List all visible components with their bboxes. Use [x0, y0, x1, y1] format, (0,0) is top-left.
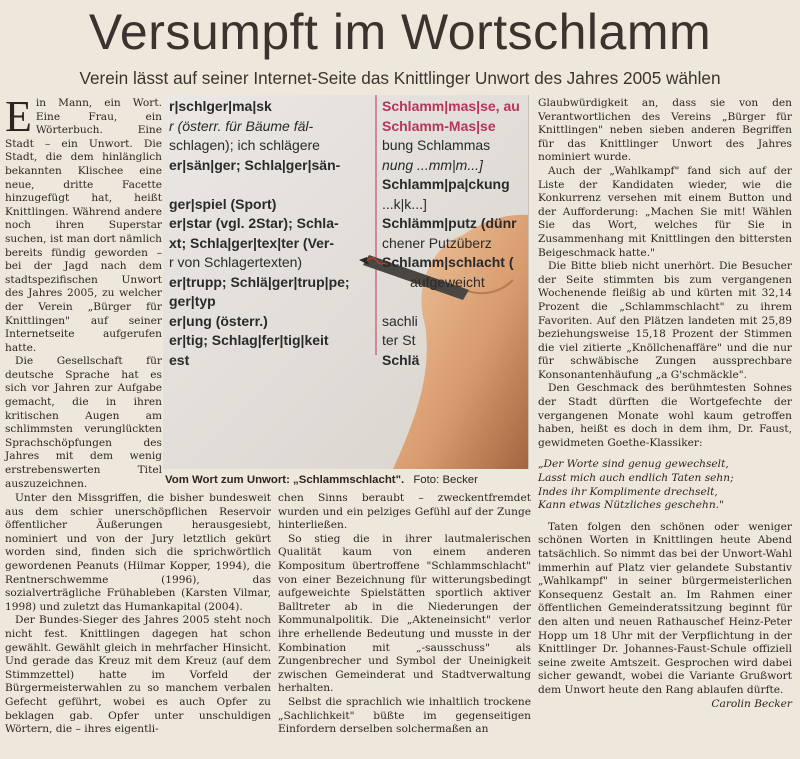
paragraph: Die Bitte blieb nicht unerhört. Die Besucher der Seite stimmten bis zum vergangenen Wochenende fleißig ab und kürten mit 32,14 Prozent die „Schlammschlacht" zu ihrem Favoriten. Auf den Plätzen landeten mit 25,89 beziehungsweise 15,18 Prozent der Stimmen die viel zitierte „Knöllchenaffäre" und die nur für schwäbische Zungen aussprechbare Konsonantenhäufung „a G'schmäckle". — [538, 260, 792, 381]
dict-right-line: Schlamm|mas|se, au — [382, 98, 520, 114]
quote-line: „Der Worte sind genug gewechselt, — [538, 458, 729, 471]
dict-left-line: ger|spiel (Sport) — [169, 195, 277, 212]
paragraph: Selbst die sprachlich wie inhaltlich trockene „Sachlichkeit" büßte im gegenseitigen Einfordern derselben solchermaßen an — [278, 695, 531, 736]
dict-left-line: er|sän|ger; Schla|ger|sän- — [169, 156, 341, 173]
subheadline: Verein lässt auf seiner Internet-Seite das Knittlinger Unwort des Jahres 2005 wählen — [79, 68, 721, 88]
quote-line: Lasst mich auch endlich Taten sehn; — [538, 472, 734, 485]
dictionary-left-column — [169, 97, 369, 370]
caption-text: Vom Wort zum Unwort: „Schlammschlacht". — [165, 474, 405, 486]
dict-right-line: ter St — [382, 332, 416, 348]
dict-left-line: r von Schlagertexten) — [169, 254, 303, 270]
author-signature: Carolin Becker — [711, 697, 792, 710]
dict-right-line: chener Putzüberz — [382, 234, 492, 251]
dropcap: E — [5, 92, 32, 141]
dict-right-line: Schlamm|schlacht ( — [382, 254, 514, 270]
dict-left-line: er|ung (österr.) — [169, 312, 268, 329]
dict-right-line: nung ...mm|m...] — [382, 156, 483, 173]
dict-right-line: sachli — [382, 312, 418, 329]
dict-left-line: ger|typ — [169, 293, 216, 309]
dict-right-line: Schlamm-Mas|se — [382, 117, 496, 134]
paragraph: Glaubwürdigkeit an, dass sie von den Verantwortlichen des Vereins „Bürger für Knittlingen" neben sieben anderen Begriffen für das Knittlinger Unwort des Jahres nominiert wurde. — [538, 97, 792, 164]
dict-left-line: er|star (vgl. 2Star); Schla- — [169, 215, 339, 231]
column-1-lower — [5, 492, 271, 737]
paragraph: So stieg die in ihrer lautmalerischen Qualität kaum von einem anderen Kompositum übertroffene "Schlammschlacht" von einer Bezeichnung für witterungsbedingt aufgeweichte Spielstätten sportlich aktiver Balltreter ab in die Niederungen der Kommunalpolitik. Die „Akteneinsicht" verlor ihre erhellende Bedeutung und musste in der Kombination mit „-sausschuss" als Zungenbrecher und Symbol der Uneinigkeit zwischen Gemeinderat und Stadtverwaltung herhalten. — [278, 532, 531, 695]
column-2 — [278, 492, 531, 737]
dict-left-line: xt; Schla|ger|tex|ter (Ver- — [169, 234, 335, 251]
column-1 — [5, 92, 162, 491]
dict-left-line: schlagen); ich schlägere — [169, 137, 320, 153]
dict-right-line: Schlämm|putz (dünr — [382, 215, 517, 231]
paragraph: Der Bundes-Sieger des Jahres 2005 steht noch nicht fest. Knittlingen dagegen hat schon gewählt. Gewählt gleich in mehrfacher Hinsicht. Und gerade das Kreuz mit dem Kreuz (auf dem Stimmzettel) hatte im Vorfeld der Bürgermeisterwahlen zu so manchem verbalen Gefecht geführt, wobei es auch Opfer zu beklagen gab. Opfer unter unschuldigen Wörtern, die – ihres eigentli- — [5, 614, 271, 736]
dictionary-right-column — [382, 97, 529, 370]
dict-left-line: er|tig; Schlag|fer|tig|keit — [169, 332, 329, 348]
dict-right-line: Schlä — [382, 351, 420, 368]
column-3 — [538, 97, 792, 711]
headline: Versumpft im Wortschlamm — [88, 4, 712, 60]
photo-caption — [165, 473, 530, 487]
goethe-quote — [538, 458, 792, 512]
dict-right-line: bung Schlammas — [382, 137, 491, 153]
dict-left-line — [169, 175, 369, 195]
quote-line: Kann etwas Nützliches geschehn." — [538, 499, 724, 512]
paragraph: Auch der „Wahlkampf" fand sich auf der Liste der Kandidaten wieder, wie die Konkurrenz versehen mit einem Button und der Aufforderung: „Machen Sie mit! Wählen Sie das Wort, welches für Sie in Zusammenhang mit Knittlingen den bittersten Beigeschmack hatte." — [538, 164, 792, 259]
photo-credit: Foto: Becker — [413, 474, 478, 486]
paragraph: Taten folgen den schönen oder weniger schönen Worten in Knittlingen heute Abend tatsächlich. So nimmt das bei der Unwort-Wahl immerhin auf Platz vier gelandete Substantiv „Wahlkampf" in seiner bürgermeisterlichen Konsequenz Gestalt an. Im Rahmen einer öffentlichen Gemeinderatssitzung beginnt für den alten und neuen Rathauschef Heinz-Peter Hopp um 18 Uhr mit der Verpflichtung in der Knittlinger Dr. Johannes-Faust-Schule offiziell seine zweite Amtszeit. Gesprochen wird dabei sicher gewandt, wobei die Variante Grußwort dem Unwort heute den Rang ablaufen dürfte. — [538, 520, 792, 696]
dict-left-line: r|schlger|ma|sk — [169, 98, 272, 114]
paragraph: Die Gesellschaft für deutsche Sprache hat es sich vor Jahren zur Aufgabe gemacht, die in ihren kritischen Augen am schlimmsten verunglückten Sprachschöpfungen des Jahres mit dem wenig erstrebenswerten Titel auszuzeichnen. — [5, 355, 162, 490]
quote-line: Indes ihr Komplimente drechselt, — [538, 485, 718, 498]
dictionary-photo — [163, 95, 529, 469]
dict-left-line: er|trupp; Schlä|ger|trup|pe; — [169, 273, 350, 290]
dict-right-line: ...k|k...] — [382, 195, 427, 212]
paragraph: chen Sinns beraubt – zweckentfremdet wurden und ein pelziges Gefühl auf der Zunge hinterließen. — [278, 492, 531, 532]
dict-left-line: est — [169, 351, 190, 368]
dict-right-line: aufgeweicht — [410, 273, 485, 290]
paragraph: Den Geschmack des berühmtesten Sohnes der Stadt dürften die Wortgefechte der vergangenen Monate wohl kaum getroffen haben, heißt es doch in dem ihm, Dr. Faust, gewidmeten Goethe-Klassiker: — [538, 382, 792, 449]
paragraph: in Mann, ein Wort. Eine Frau, ein Wörterbuch. Eine Stadt – ein Unwort. Die Stadt, die dem hinlänglich bekannten Klischee eine neue, dritte Facette hinzugefügt hat, heißt Knittlingen. Während andere noch ihren Superstar suchen, ist man dort nämlich bereits fündig geworden – bei der Jagd nach dem stadtspezifischen Unwort des Jahres 2005, zu welcher der Verein „Bürger für Knittlingen" auf seiner Internetseite aufgerufen hatte. — [5, 97, 162, 354]
dict-right-line: Schlamm|pa|ckung — [382, 176, 510, 192]
paragraph: Unter den Missgriffen, die bisher bundesweit aus dem schier unerschöpflichen Reservoir öffentlicher Äußerungen herausgesiebt, nominiert und von der Jury letztlich gekürt worden sind, finden sich die sprichwörtlich gewordenen Peanuts (Hilmar Kopper, 1994), die Rentnerschwemme (1996), das sozialverträgliche Frühableben (Karsten Vilmar, 1998) und zuletzt das Humankapital (2004). — [5, 492, 271, 613]
dict-right-line — [382, 292, 529, 312]
dict-left-line: r (österr. für Bäume fäl- — [169, 117, 314, 134]
